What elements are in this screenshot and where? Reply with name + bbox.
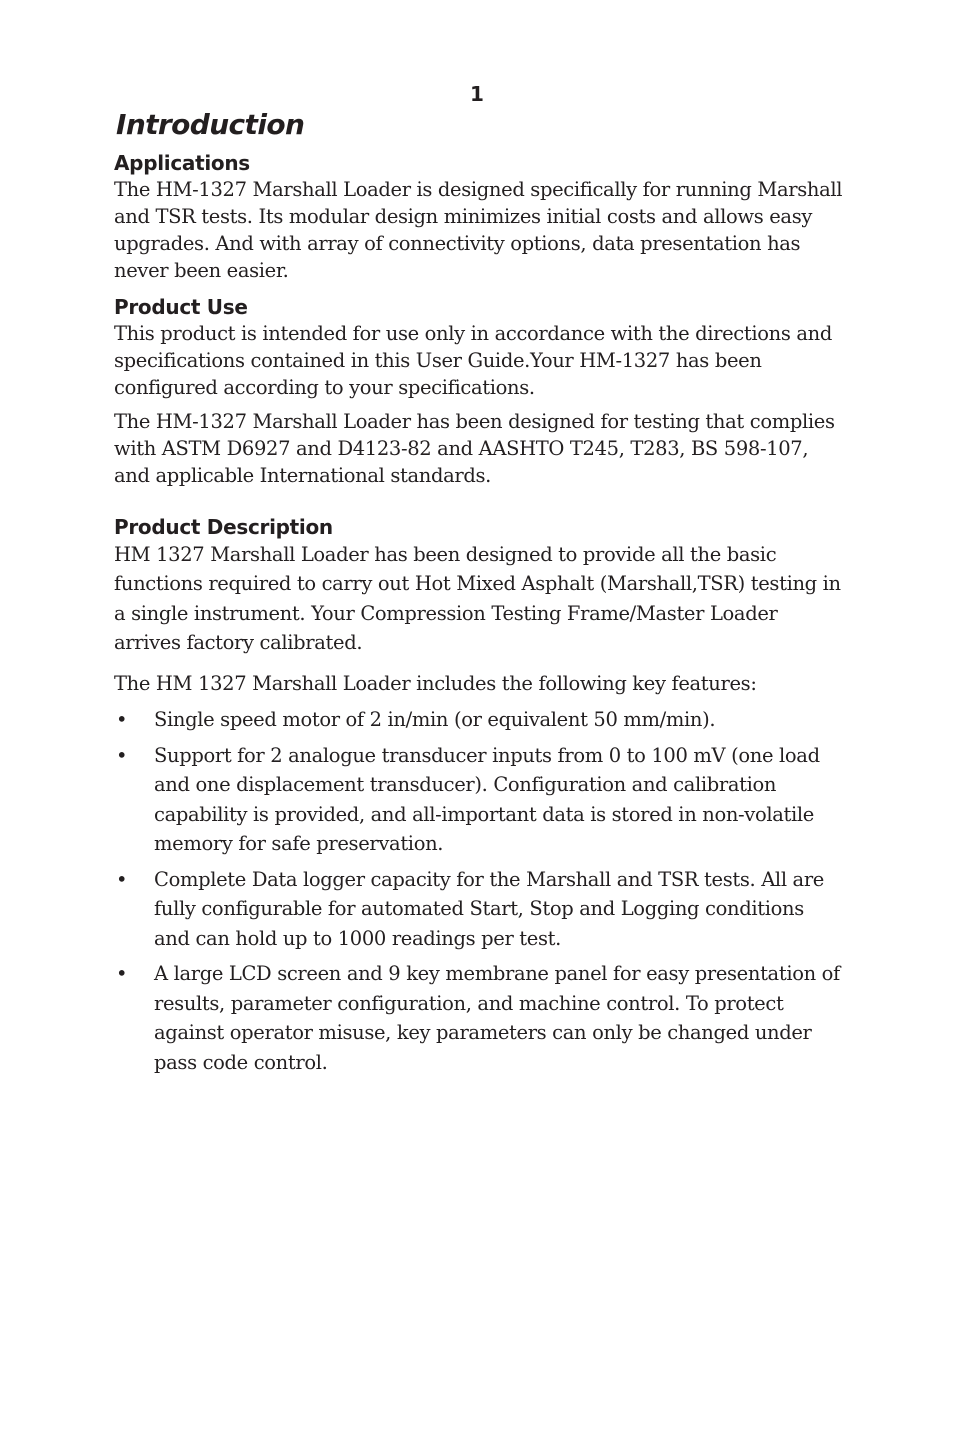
applications-section: [114, 150, 844, 284]
feature-text: A large LCD screen and 9 key membrane panel for easy presentation of results, parameter configuration, and machine control. To protect against operator misuse, key parameters can only be changed under pass code control.: [154, 962, 840, 1074]
product-use-heading: Product Use: [114, 295, 248, 319]
bullet-icon: •: [116, 708, 128, 732]
list-item: [114, 741, 844, 859]
list-item: [114, 865, 844, 954]
product-description-section: [114, 514, 844, 1077]
list-item: [114, 959, 844, 1077]
page-number: 1: [470, 82, 484, 106]
product-description-paragraph-2: The HM 1327 Marshall Loader includes the following key features:: [114, 672, 757, 696]
feature-text: Single speed motor of 2 in/min (or equivalent 50 mm/min).: [154, 708, 716, 732]
product-description-heading: Product Description: [114, 515, 333, 539]
list-item: [114, 705, 844, 735]
page-title: Introduction: [116, 108, 305, 141]
page-content: [114, 106, 844, 1083]
product-use-paragraph-1: This product is intended for use only in accordance with the directions and specifications contained in this User Guide.Your HM-1327 has been configured according to your specifications.: [114, 322, 832, 399]
bullet-icon: •: [116, 962, 128, 986]
product-description-paragraph-1: HM 1327 Marshall Loader has been designed to provide all the basic functions required to carry out Hot Mixed Asphalt (Marshall,TSR) testing in a single instrument. Your Compression Testing Frame/Master Loader arrives factory calibrated.: [114, 543, 841, 654]
feature-text: Support for 2 analogue transducer inputs from 0 to 100 mV (one load and one displacement transducer). Configuration and calibration capability is provided, and all-important data is stored in non-volatile memory for safe preservation.: [154, 743, 820, 856]
product-use-paragraph-2: The HM-1327 Marshall Loader has been designed for testing that complies with ASTM D6927 and D4123-82 and AASHTO T245, T283, BS 598-107, and applicable International standards.: [114, 410, 835, 487]
feature-text: Complete Data logger capacity for the Marshall and TSR tests. All are fully configurable for automated Start, Stop and Logging conditions and can hold up to 1000 readings per test.: [154, 867, 824, 950]
product-use-section: [114, 294, 844, 489]
applications-paragraph: The HM-1327 Marshall Loader is designed specifically for running Marshall and TSR tests. Its modular design minimizes initial costs and allows easy upgrades. And with array of connectivity options, data presentation has never been easier.: [114, 178, 843, 282]
bullet-icon: •: [116, 743, 128, 767]
features-list: [114, 705, 844, 1077]
bullet-icon: •: [116, 867, 128, 891]
applications-heading: Applications: [114, 151, 250, 175]
